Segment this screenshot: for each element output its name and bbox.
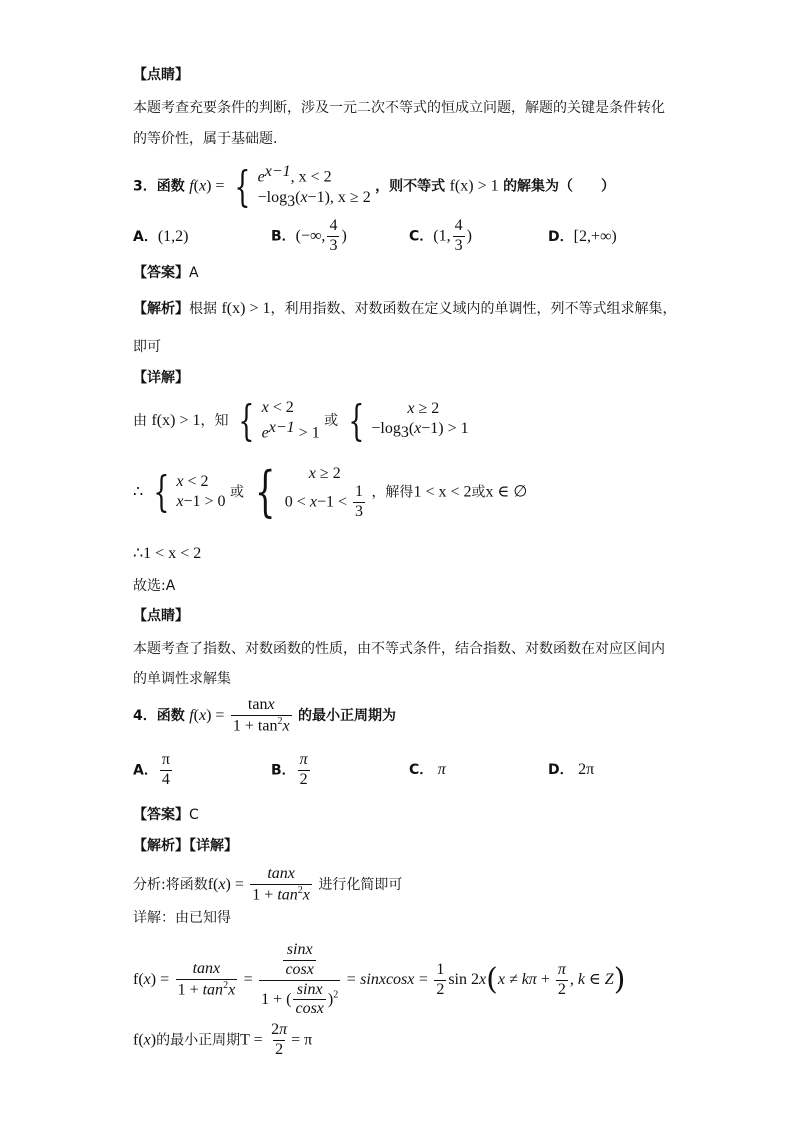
q4-option-b: B． $\frac{\pi}{2}$ bbox=[271, 751, 308, 788]
detail3-system-1: 由 f(x) > 1，知 { x < 2 $e^{x-1} > 1$ 或 { x ≥ 2 $-\log_3(x-1) > 1$ bbox=[133, 395, 469, 445]
summary1-line1: 本题考查充要条件的判断，涉及一元二次不等式的恒成立问题，解题的关键是条件转化 bbox=[133, 100, 665, 116]
q3-option-d: D．[2,+∞) bbox=[548, 228, 617, 245]
q3-option-b: B．(−∞, $\frac{4}{3}$ ) bbox=[271, 217, 347, 254]
detail-4-heading: 详解：由已知得 bbox=[133, 910, 231, 926]
analysis-3-cont: 即可 bbox=[133, 339, 161, 355]
q4-option-d: D． 2π bbox=[548, 761, 595, 778]
analysis-3: 【解析】根据 f(x) > 1，利用指数、对数函数在定义域内的单调性，列不等式组求解集， bbox=[133, 300, 677, 317]
q3-option-c: C．(1, $\frac{4}{3}$ ) bbox=[409, 217, 472, 254]
period-line: f(x)的最小正周期T = $\frac{2\pi}{2}$ = π bbox=[133, 1021, 313, 1058]
detail3-system-2: ∴ { x < 2 x−1 > 0 或 { x ≥ 2 0 < x−1 < $\frac{1}{3}$ ，解得1 < x < 2或x ∈ ∅ bbox=[133, 460, 528, 524]
summary1-line2: 的等价性，属于基础题． bbox=[133, 131, 287, 147]
analysis-4-heading: 【解析】【详解】 bbox=[133, 838, 238, 854]
q4-option-c: C． π bbox=[409, 761, 446, 778]
heading-dianjing-2: 【点睛】 bbox=[133, 608, 189, 624]
detail3-final: ∴1 < x < 2 bbox=[133, 545, 202, 562]
question-3: 3．函数 f(x) = { $e^{x-1}$, x < 2 $-\log_3(x-1)$, x ≥ 2 ，则不等式 f(x) > 1 的解集为（ ） bbox=[133, 161, 616, 211]
answer-4: 【答案】C bbox=[133, 807, 199, 823]
choose-3: 故选:A bbox=[133, 578, 176, 594]
summary2-line2: 的单调性求解集 bbox=[133, 671, 231, 687]
heading-dianjing-1: 【点睛】 bbox=[133, 67, 189, 83]
analysis-4-text: 分析:将函数f(x) = $\frac{\tan x}{1 + \tan^2x}$ 进行化简即可 bbox=[133, 865, 403, 904]
answer-3: 【答案】A bbox=[133, 265, 199, 281]
q3-option-a: A．(1,2) bbox=[133, 228, 189, 245]
summary2-line1: 本题考查了指数、对数函数的性质，由不等式条件，结合指数、对数函数在对应区间内 bbox=[133, 641, 665, 657]
q4-option-a: A． $\frac{\pi}{4}$ bbox=[133, 751, 170, 788]
detail-heading-3: 【详解】 bbox=[133, 370, 189, 386]
detail-4-equation: f(x) = $\frac{\tan x}{1 + \tan^2x}$ = $\frac{\sin x}{\cos x}$ 1 + ( $\frac{\sin x}{\cos x}$ )$^2$ = sinxcosx = $\frac{1}{2}$ sin 2x(x ≠ kπ + $\frac{\pi}{2}$ , k ∈ Z) bbox=[133, 941, 626, 1018]
piecewise-function: { $e^{x-1}$, x < 2 $-\log_3(x-1)$, x ≥ 2 bbox=[234, 161, 371, 211]
question-4: 4．函数 f(x) = $\frac{\tan x}{1 + \tan^2x}$ 的最小正周期为 bbox=[133, 696, 397, 735]
